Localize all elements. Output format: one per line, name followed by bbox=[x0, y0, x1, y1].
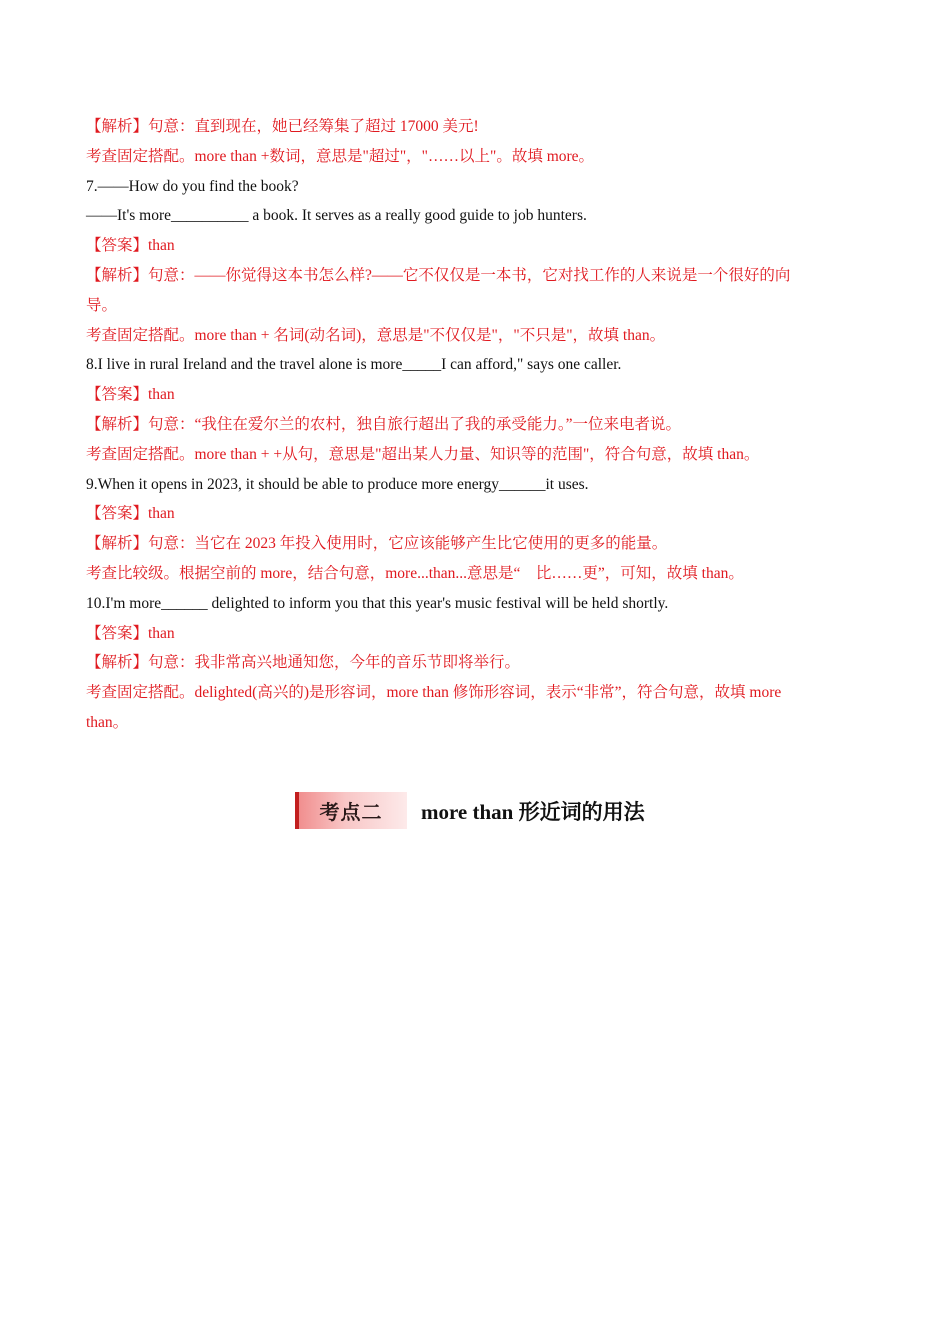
explanation-line: 【解析】句意：“我住在爱尔兰的农村，独自旅行超出了我的承受能力。”一位来电者说。 bbox=[86, 415, 682, 433]
explanation-line: 【解析】句意：我非常高兴地通知您，今年的音乐节即将举行。 bbox=[86, 654, 521, 672]
explanation-line: 考查比较级。根据空前的 more，结合句意，more...than...意思是“ 比……更”，可知，故填 than。 bbox=[86, 564, 744, 582]
question-line: 7.——How do you find the book? bbox=[86, 177, 299, 195]
explanation-line: 【答案】than bbox=[86, 624, 175, 642]
question-line: 10.I'm more______ delighted to inform you that this year's music festival will be held shortly. bbox=[86, 594, 669, 612]
explanation-line: 【答案】than bbox=[86, 237, 175, 255]
section-header bbox=[295, 792, 645, 829]
explanation-line: 考查固定搭配。more than +数词，意思是"超过"，"……以上"。故填 more。 bbox=[86, 147, 595, 165]
question-line: 9.When it opens in 2023, it should be able to produce more energy______it uses. bbox=[86, 475, 589, 493]
section-label-box bbox=[295, 792, 407, 829]
explanation-line: 考查固定搭配。more than + 名词(动名词)，意思是"不仅仅是"，"不只是"，故填 than。 bbox=[86, 326, 666, 344]
explanation-line: 【答案】than bbox=[86, 386, 175, 404]
explanation-line: 【答案】than bbox=[86, 505, 175, 523]
question-line: 8.I live in rural Ireland and the travel alone is more_____I can afford," says one caller. bbox=[86, 356, 622, 374]
section-title: more than 形近词的用法 bbox=[421, 799, 645, 824]
explanation-line: 【解析】句意：——你觉得这本书怎么样?——它不仅仅是一本书，它对找工作的人来说是一个很好的向 bbox=[86, 266, 791, 284]
explanation-line: 【解析】句意：当它在 2023 年投入使用时，它应该能够产生比它使用的更多的能量。 bbox=[86, 535, 668, 553]
section-label: 考点二 bbox=[319, 800, 383, 824]
question-line: ——It's more__________ a book. It serves as a really good guide to job hunters. bbox=[86, 207, 587, 225]
explanation-line: 【解析】句意：直到现在，她已经筹集了超过 17000 美元! bbox=[86, 118, 479, 135]
explanation-line: 考查固定搭配。delighted(高兴的)是形容词，more than 修饰形容词，表示“非常”，符合句意，故填 more bbox=[86, 684, 782, 702]
explanation-line: 考查固定搭配。more than + +从句，意思是"超出某人力量、知识等的范围"，符合句意，故填 than。 bbox=[86, 445, 760, 463]
explanation-line: 导。 bbox=[86, 296, 118, 314]
explanation-line: than。 bbox=[86, 713, 129, 731]
document-body bbox=[86, 112, 866, 738]
